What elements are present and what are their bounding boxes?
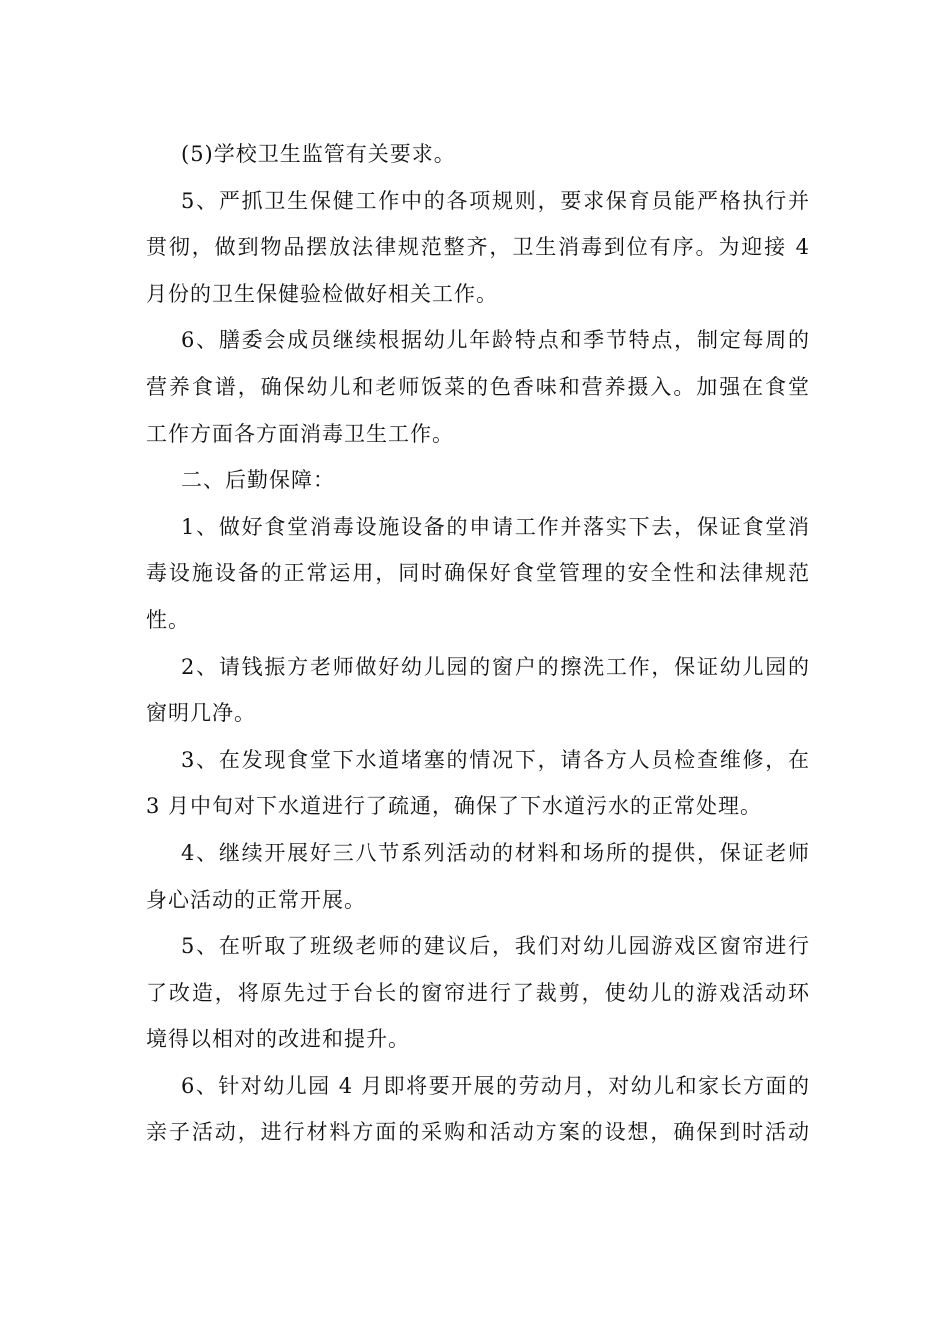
text-line: 2、请钱振方老师做好幼儿园的窗户的擦洗工作，保证幼儿园的 (181, 654, 810, 679)
text-line: 境得以相对的改进和提升。 (146, 1027, 410, 1052)
text-line: 1、做好食堂消毒设施设备的申请工作并落实下去，保证食堂消 (181, 514, 810, 539)
text-line: 4、继续开展好三八节系列活动的材料和场所的提供，保证老师 (181, 840, 810, 865)
text-line: 月份的卫生保健验检做好相关工作。 (146, 281, 498, 306)
text-line: 6、针对幼儿园 4 月即将要开展的劳动月，对幼儿和家长方面的 (181, 1073, 810, 1098)
text-line: 毒设施设备的正常运用，同时确保好食堂管理的安全性和法律规范 (146, 561, 810, 586)
text-line: 贯彻，做到物品摆放法律规范整齐，卫生消毒到位有序。为迎接 4 (146, 235, 810, 260)
text-line: 营养食谱，确保幼儿和老师饭菜的色香味和营养摄入。加强在食堂 (146, 374, 810, 399)
text-line: 性。 (146, 607, 190, 632)
document-body (146, 131, 810, 1156)
text-line: 3 月中旬对下水道进行了疏通，确保了下水道污水的正常处理。 (146, 794, 763, 819)
text-line: 5、在听取了班级老师的建议后，我们对幼儿园游戏区窗帘进行 (181, 934, 810, 959)
section-heading: 二、后勤保障： (181, 468, 335, 493)
text-line: (5)学校卫生监管有关要求。 (181, 142, 456, 166)
text-line: 6、膳委会成员继续根据幼儿年龄特点和季节特点，制定每周的 (181, 328, 810, 353)
text-line: 3、在发现食堂下水道堵塞的情况下，请各方人员检查维修，在 (181, 747, 810, 772)
text-line: 5、严抓卫生保健工作中的各项规则，要求保育员能严格执行并 (181, 188, 810, 213)
text-line: 窗明几净。 (146, 701, 256, 726)
text-line: 亲子活动，进行材料方面的采购和活动方案的设想，确保到时活动 (146, 1120, 810, 1145)
text-line: 工作方面各方面消毒卫生工作。 (146, 421, 454, 446)
text-line: 了改造，将原先过于台长的窗帘进行了裁剪，使幼儿的游戏活动环 (146, 980, 810, 1005)
text-line: 身心活动的正常开展。 (146, 887, 366, 912)
